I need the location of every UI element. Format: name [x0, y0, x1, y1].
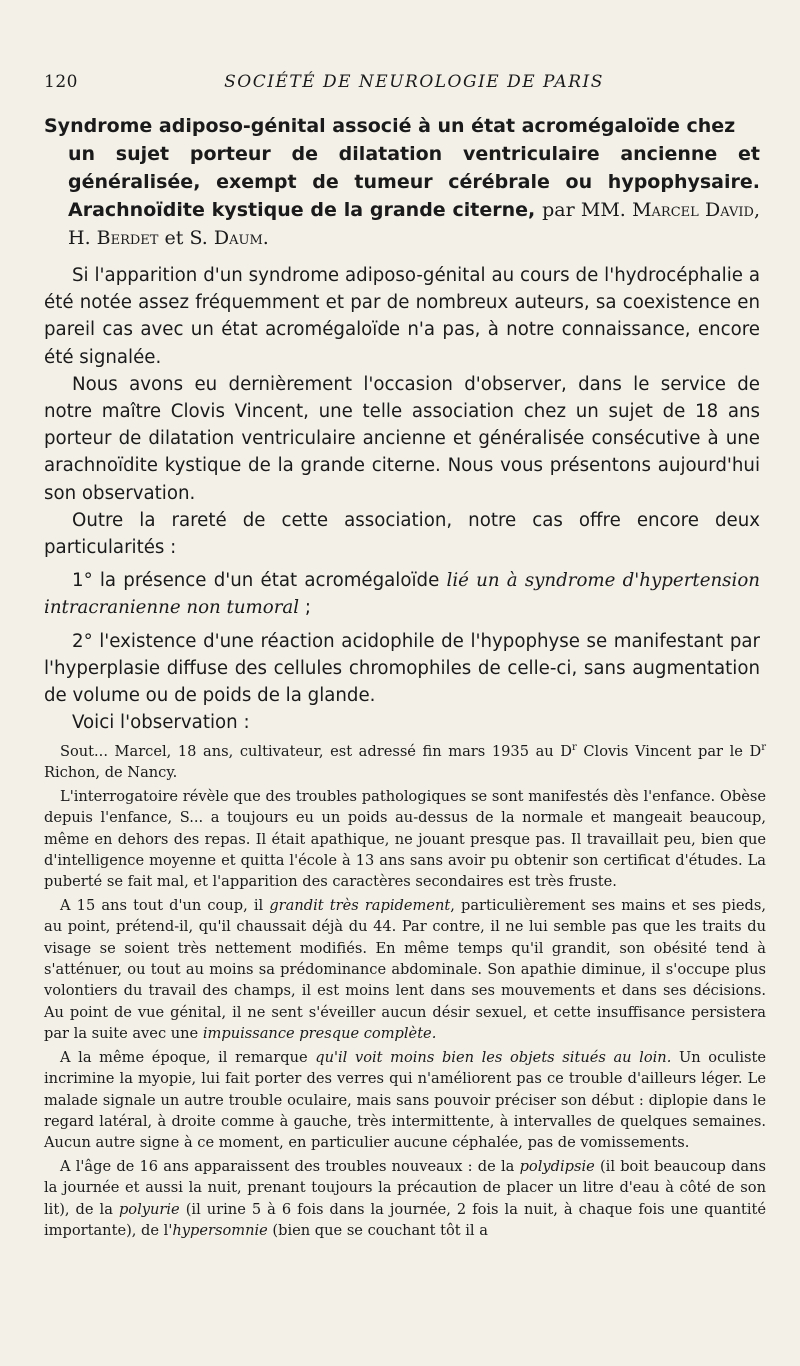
- article-title: [44, 112, 760, 252]
- list-item-2: 2° l'existence d'une réaction acidophile de l'hypophyse se manifestant par l'hyperplasie diffuse des cellules chromophiles de celle-ci, sans augmentation de volume ou de poids de la glande.: [44, 630, 760, 707]
- page-number: 120: [44, 72, 78, 92]
- item1-text: 1° la présence d'un état acromégaloïde: [72, 570, 440, 592]
- obs5-a: A l'âge de 16 ans apparaissent des troubles nouveaux : de la: [60, 1157, 515, 1175]
- obs-paragraph-5: [44, 1156, 766, 1242]
- list-item-1: [44, 567, 760, 621]
- authors-par: par MM.: [542, 199, 626, 221]
- author-2: H. Berdet: [68, 227, 159, 249]
- observation-text: [44, 741, 766, 1243]
- item1-end: ;: [304, 597, 312, 619]
- author-3: S. Daum: [189, 227, 263, 249]
- obs-paragraph-4: [44, 1047, 766, 1154]
- obs3-em2: impuissance presque complète.: [202, 1025, 437, 1043]
- authors-et: et: [164, 227, 184, 249]
- author-1: Marcel David: [632, 199, 754, 221]
- obs4-em: qu'il voit moins bien les objets situés au loin.: [315, 1048, 672, 1066]
- obs1-sup2: r: [761, 742, 766, 754]
- paragraph-voici: Voici l'observation :: [72, 712, 250, 734]
- paragraph-observation-context: Nous avons eu dernièrement l'occasion d'observer, dans le service de notre maître Clovis Vincent, une telle association chez un sujet de 18 ans porteur de dilatation ventriculaire ancienne et généralisée consécutive à une arachnoïdite kystique de la grande citerne. Nous vous présentons aujourd'hui son observation.: [44, 373, 760, 504]
- title-line-1: Syndrome adiposo-génital associé à un état acromégaloïde chez: [44, 115, 736, 137]
- item1-emphasis: lié un à syndrome d'hypertension intracranienne non tumoral: [44, 570, 760, 619]
- obs5-em1: polydipsie: [519, 1157, 595, 1175]
- main-text: [44, 262, 760, 736]
- obs1-sup1: r: [572, 742, 577, 754]
- obs1-c: Richon, de Nancy.: [44, 764, 178, 782]
- page-header: [44, 66, 756, 96]
- obs3-em1: grandit très rapidement: [269, 896, 451, 914]
- authors-end: .: [262, 227, 269, 249]
- obs3-a: A 15 ans tout d'un coup, il: [60, 896, 264, 914]
- title-rest: un sujet porteur de dilatation ventriculaire ancienne et généralisée, exempt de tumeur cérébrale ou hypophysaire. Arachnoïdite kystique de la grande citerne,: [68, 143, 760, 221]
- obs5-c: (il urine 5 à 6 fois dans la journée, 2 fois la nuit, à chaque fois une quantité importante), de l': [44, 1200, 767, 1239]
- obs3-b: , particulièrement ses mains et ses pieds, au point, prétend-il, qu'il chaussait déjà du 44. Par contre, il ne lui semble pas que les traits du visage se soient très nettement modifiés. En même temps qu'il grandit, son obésité tend à s'atténuer, ou tout au moins sa prédominance abdominale. Son apathie diminue, il s'occupe plus volontiers du travail des champs, il est moins lent dans ses mouvements et dans ses décisions. Au point de vue génital, il ne sent s'éveiller aucun désir sexuel, et cette insuffisance persistera par la suite avec une: [44, 896, 766, 1043]
- obs1-a: Sout... Marcel, 18 ans, cultivateur, est adressé fin mars 1935 au D: [60, 743, 572, 760]
- obs5-em3: hypersomnie: [172, 1221, 268, 1239]
- authors-sep: ,: [753, 199, 761, 221]
- title-continuation: [44, 140, 760, 252]
- running-title: SOCIÉTÉ DE NEUROLOGIE DE PARIS: [224, 72, 604, 92]
- obs5-b: (il boit beaucoup dans la journée et aussi la nuit, prenant toujours la précaution de placer un litre d'eau à côté de son lit), de la: [44, 1157, 766, 1218]
- obs-paragraph-2: L'interrogatoire révèle que des troubles pathologiques se sont manifestés dès l'enfance. Obèse depuis l'enfance, S... a toujours eu un poids au-dessus de la normale et mangeait beaucoup, même en dehors des repas. Il était apathique, ne jouant presque pas. Il travaillait peu, bien que d'intelligence moyenne et quitta l'école à 13 ans sans avoir pu obtenir son certificat d'études. La puberté se fait mal, et l'apparition des caractères secondaires est très fruste.: [44, 787, 766, 891]
- obs5-em2: polyurie: [118, 1200, 180, 1218]
- obs-paragraph-3: [44, 895, 766, 1045]
- obs-paragraph-1: [44, 741, 766, 784]
- obs4-a: A la même époque, il remarque: [60, 1048, 308, 1066]
- paragraph-particularities: Outre la rareté de cette association, notre cas offre encore deux particularités :: [44, 509, 760, 559]
- obs1-b: Clovis Vincent par le D: [576, 743, 762, 760]
- obs5-d: (bien que se couchant tôt il a: [272, 1221, 488, 1239]
- paragraph-intro: Si l'apparition d'un syndrome adiposo-génital au cours de l'hydrocéphalie a été notée assez fréquemment et par de nombreux auteurs, sa coexistence en pareil cas avec un état acromégaloïde n'a pas, à notre connaissance, encore été signalée.: [44, 265, 760, 368]
- obs4-b: Un oculiste incrimine la myopie, lui fait porter des verres qui n'améliorent pas ce trouble d'ailleurs léger. Le malade signale un autre trouble oculaire, mais sans pouvoir préciser son début : diplopie dans le regard latéral, à droite comme à gauche, très intermittente, à intervalles de quelques semaines. Aucun autre signe à ce moment, en particulier aucune céphalée, pas de vomissements.: [44, 1048, 766, 1152]
